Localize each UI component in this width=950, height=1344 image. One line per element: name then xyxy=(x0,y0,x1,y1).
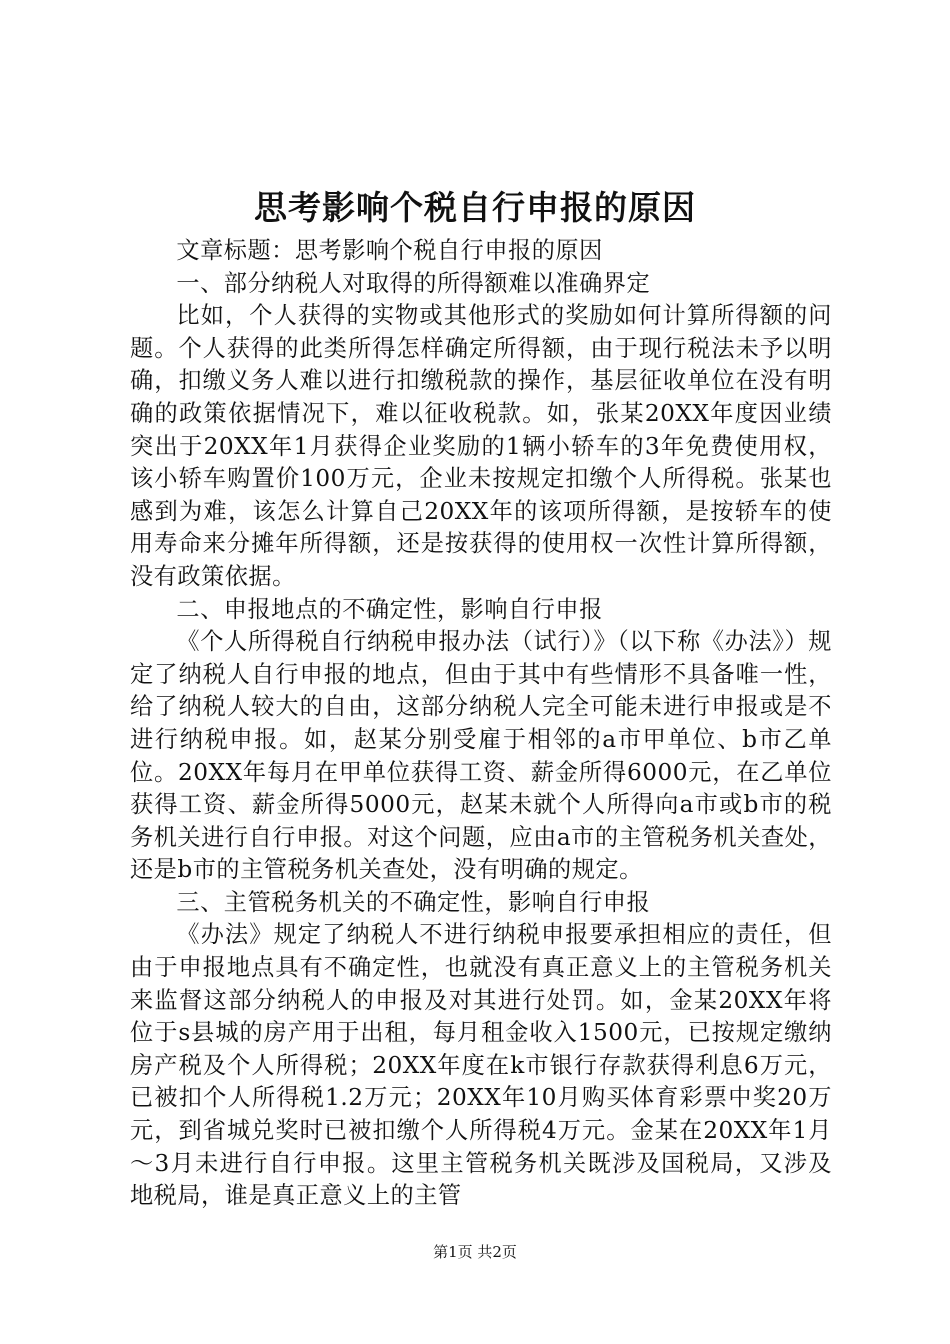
body-paragraph-1: 比如，个人获得的实物或其他形式的奖励如何计算所得额的问题。个人获得的此类所得怎样确定所得额，由于现行税法未予以明确，扣缴义务人难以进行扣缴税款的操作，基层征收单位在没有明确的政策依据情况下，难以征收税款。如，张某20XX年度因业绩突出于20XX年1月获得企业奖励的1辆小轿车的3年免费使用权，该小轿车购置价100万元，企业未按规定扣缴个人所得税。张某也感到为难，该怎么计算自己20XX年的该项所得额，是按轿车的使用寿命来分摊年所得额，还是按获得的使用权一次性计算所得额，没有政策依据。 xyxy=(130,302,832,590)
article-title-line: 文章标题：思考影响个税自行申报的原因 xyxy=(176,237,603,264)
body-paragraph-3: 《办法》规定了纳税人不进行纳税申报要承担相应的责任，但由于申报地点具有不确定性，也就没有真正意义上的主管税务机关来监督这部分纳税人的申报及对其进行处罚。如，金某20XX年将位于s县城的房产用于出租，每月租金收入1500元，已按规定缴纳房产税及个人所得税；20XX年度在k市银行存款获得利息6万元，已被扣个人所得税1.2万元；20XX年10月购买体育彩票中奖20万元，到省城兑奖时已被扣缴个人所得税4万元。金某在20XX年1月～3月未进行自行申报。这里主管税务机关既涉及国税局，又涉及地税局，谁是真正意义上的主管 xyxy=(130,921,832,1210)
section-heading-3: 三、主管税务机关的不确定性，影响自行申报 xyxy=(176,888,651,916)
body-paragraph-2: 《个人所得税自行纳税申报办法（试行）》（以下称《办法》）规定了纳税人自行申报的地点，但由于其中有些情形不具备唯一性，给了纳税人较大的自由，这部分纳税人完全可能未进行申报或是不进行纳税申报。如，赵某分别受雇于相邻的a市甲单位、b市乙单位。20XX年每月在甲单位获得工资、薪金所得6000元，在乙单位获得工资、薪金所得5000元，赵某未就个人所得向a市或b市的税务机关进行自行申报。对这个问题，应由a市的主管税务机关查处，还是b市的主管税务机关查处，没有明确的规定。 xyxy=(130,628,832,884)
document-body xyxy=(130,235,832,1213)
document-title: 思考影响个税自行申报的原因 xyxy=(254,188,696,227)
page-number-footer: 第1页 共2页 xyxy=(433,1243,517,1261)
section-heading-2: 二、申报地点的不确定性，影响自行申报 xyxy=(176,595,603,623)
section-heading-1: 一、部分纳税人对取得的所得额难以准确界定 xyxy=(176,269,651,297)
